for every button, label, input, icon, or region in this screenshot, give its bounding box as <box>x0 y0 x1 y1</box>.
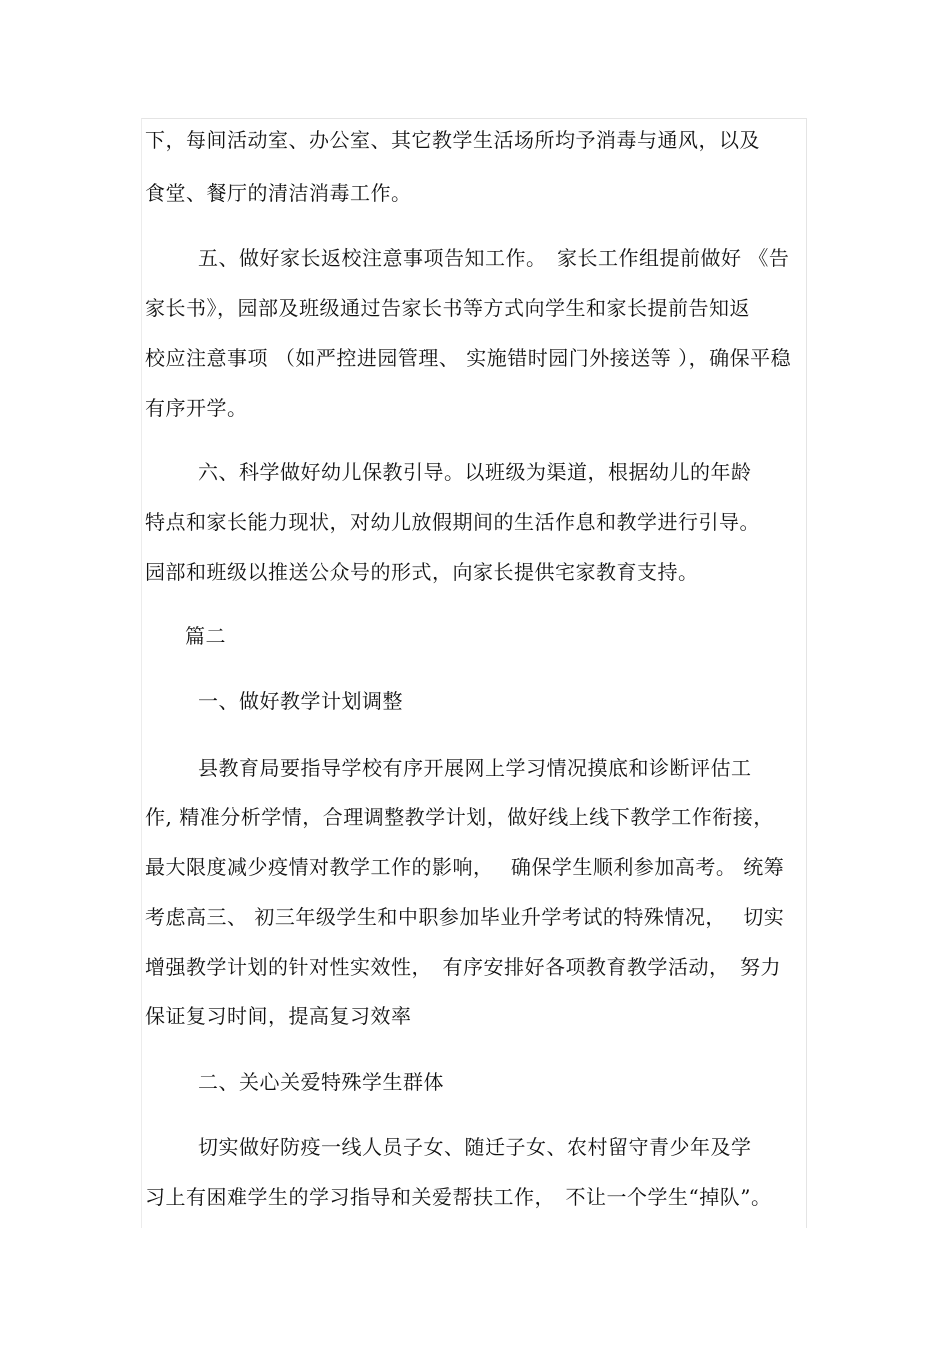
section-heading: 一、做好教学计划调整 <box>198 689 403 713</box>
section-heading: 二、关心关爱特殊学生群体 <box>198 1070 444 1094</box>
text-line: 习上有困难学生的学习指导和关爱帮扶工作， 不让一个学生“掉队”。 <box>145 1185 772 1209</box>
chapter-title: 篇二 <box>185 624 226 648</box>
text-line: 作, 精准分析学情，合理调整教学计划，做好线上线下教学工作衔接， <box>145 805 774 829</box>
text-line: 校应注意事项 （如严控进园管理、 实施错时园门外接送等 ），确保平稳 <box>145 346 792 370</box>
page-border <box>141 118 807 1228</box>
text-line: 切实做好防疫一线人员子女、随迁子女、农村留守青少年及学 <box>198 1135 752 1159</box>
text-line: 考虑高三、 初三年级学生和中职参加毕业升学考试的特殊情况， 切实 <box>145 905 785 929</box>
text-line: 家长书》，园部及班级通过告家长书等方式向学生和家长提前告知返 <box>145 296 750 320</box>
text-line: 特点和家长能力现状，对幼儿放假期间的生活作息和教学进行引导。 <box>145 510 760 534</box>
text-line: 下，每间活动室、办公室、其它教学生活场所均予消毒与通风，以及 <box>145 128 760 152</box>
text-line: 增强教学计划的针对性实效性， 有序安排好各项教育教学活动， 努力 <box>145 955 781 979</box>
text-line: 园部和班级以推送公众号的形式，向家长提供宅家教育支持。 <box>145 560 699 584</box>
text-line: 最大限度减少疫情对教学工作的影响， 确保学生顺利参加高考。 统筹 <box>145 855 785 879</box>
text-line: 有序开学。 <box>145 396 248 420</box>
section-heading: 六、科学做好幼儿保教引导。以班级为渠道，根据幼儿的年龄 <box>198 460 752 484</box>
text-line: 县教育局要指导学校有序开展网上学习情况摸底和诊断评估工 <box>198 756 752 780</box>
text-line: 保证复习时间，提高复习效率 <box>145 1004 412 1028</box>
section-heading: 五、做好家长返校注意事项告知工作。 家长工作组提前做好 《告 <box>198 246 790 270</box>
text-line: 食堂、餐厅的清洁消毒工作。 <box>145 181 412 205</box>
